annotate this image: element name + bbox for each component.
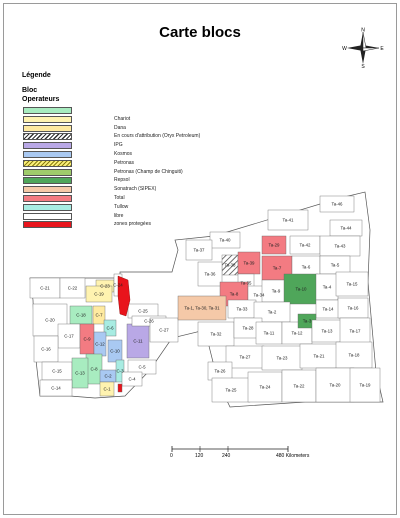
scale-tick-120: 120 — [195, 453, 204, 459]
legend-label: Tullow — [114, 203, 129, 210]
block-label: Ta-29 — [268, 242, 280, 248]
legend-label: Kosmos — [114, 151, 133, 157]
east-letter: E — [380, 46, 384, 52]
block-label: Ta-21 — [313, 353, 325, 359]
block-label: Ta-4 — [322, 284, 332, 290]
block-label: C-15 — [52, 368, 62, 374]
block-label: Ta-10 — [295, 286, 307, 292]
south-letter: S — [361, 64, 365, 70]
legend-label: Chariot — [114, 115, 131, 122]
block-label: Ta-2 — [267, 309, 277, 315]
block-label: Ta-25 — [225, 387, 237, 393]
block-label: Ta-36 — [204, 271, 216, 277]
block-label: Ta-39 — [243, 260, 255, 266]
block-label: Ta-15 — [346, 281, 358, 287]
block-label: Ta-16 — [347, 305, 359, 311]
block-label: Ta-34 — [253, 292, 265, 298]
block-label: Ta-33 — [236, 306, 248, 312]
west-letter: W — [342, 46, 347, 52]
block-label: C-13 — [75, 370, 85, 376]
block-label: C-3 — [116, 368, 124, 374]
legend-field: Operateurs — [22, 96, 60, 103]
legend-label: Petronas — [114, 159, 135, 166]
block-label: Ta-11 — [263, 330, 275, 336]
block-label: Ta-5 — [330, 262, 340, 268]
scale-tick-480: 480 Kilometers — [276, 453, 310, 459]
block-label: Ta-13 — [321, 328, 333, 334]
block-label: C-8 — [90, 366, 98, 372]
block-label: Ta-6 — [301, 264, 311, 270]
block-label: Ta-37 — [193, 247, 205, 253]
block-label: Ta-27 — [239, 354, 251, 360]
block-label: Ta-44 — [340, 225, 352, 231]
block-label: C-19 — [94, 291, 104, 297]
block-label: C-18 — [76, 312, 86, 318]
north-letter: N — [361, 27, 365, 34]
block-label: C-14 — [51, 385, 61, 391]
legend-label: IPG — [114, 142, 123, 149]
block-label: Ta-28 — [242, 325, 254, 331]
block-label: Ta-18 — [348, 352, 360, 358]
legend-label: Repsol — [114, 177, 130, 184]
block-label: Ta-20 — [329, 382, 341, 388]
block-label: Ta-41 — [282, 217, 294, 223]
legend-label: Petronas (Champ de Chinguiti) — [114, 168, 183, 175]
block-label: C-26 — [144, 318, 154, 324]
block-label: C-5 — [138, 364, 146, 370]
block-label: Ta-26 — [214, 368, 226, 374]
block-label: C-11 — [133, 338, 143, 344]
block-label: Ta-9 — [271, 288, 281, 294]
block-label: C-6 — [106, 325, 114, 331]
block-label: C-10 — [110, 348, 120, 354]
block-label: Ta-1, Ta-30, Ta-31 — [184, 305, 220, 311]
scale-bar — [170, 446, 370, 470]
block-label: C-20 — [45, 317, 55, 323]
block-label: Ta-40 — [219, 237, 231, 243]
block-label: Ta-42 — [299, 242, 311, 248]
block-label: C-24 — [113, 282, 123, 288]
map-title: Carte blocs — [159, 24, 241, 41]
legend-label: Dana — [114, 124, 126, 131]
block-label: Ta-24 — [259, 384, 271, 390]
block-label: Ta-3 — [302, 318, 312, 324]
block-label: C-17 — [64, 333, 74, 339]
legend-label: Total — [114, 195, 125, 201]
block-label: Ta-17 — [349, 328, 361, 334]
block-label: Ta-22 — [293, 383, 305, 389]
block-label: C-2 — [104, 373, 112, 379]
block-label: C-9 — [83, 336, 91, 342]
block-label: Ta-12 — [291, 330, 303, 336]
block-label: Ta-19 — [359, 382, 371, 388]
block-label: Ta-7 — [272, 265, 282, 271]
block-label: Ta-23 — [276, 355, 288, 361]
protected-zone — [118, 384, 122, 392]
scale-tick-240: 240 — [222, 453, 231, 459]
legend-label: libre — [114, 212, 124, 219]
block-label: C-22 — [67, 285, 78, 291]
block-label: Ta-38 — [224, 262, 236, 268]
legend-label: En cours d'attribution (Oryx Petroleum) — [114, 133, 201, 140]
block-label: C-16 — [41, 346, 51, 352]
scale-tick-0: 0 — [170, 453, 173, 459]
block-label: C-7 — [95, 312, 103, 318]
block-label: C-27 — [159, 327, 169, 333]
block-label: C-12 — [95, 341, 105, 347]
block-label: C-4 — [128, 376, 136, 382]
block-label: C-25 — [138, 308, 148, 314]
block-label: Ta-14 — [322, 306, 334, 312]
block-label: C-23 — [100, 283, 110, 289]
block-label: Ta-32 — [210, 331, 222, 337]
block-label: Ta-8 — [229, 291, 239, 297]
legend-label: zones protegées — [114, 221, 151, 228]
block-label: C-1 — [103, 386, 111, 392]
legend-label: Sonatrach (SIPEX) — [114, 186, 157, 193]
block-label: Ta-43 — [334, 243, 346, 249]
block-label: C-21 — [40, 285, 50, 291]
legend-layer: Bloc — [22, 87, 38, 94]
legend-heading: Légende — [22, 72, 51, 79]
block-label: Ta-46 — [331, 201, 343, 207]
block-label: Ta-35 — [240, 280, 252, 286]
